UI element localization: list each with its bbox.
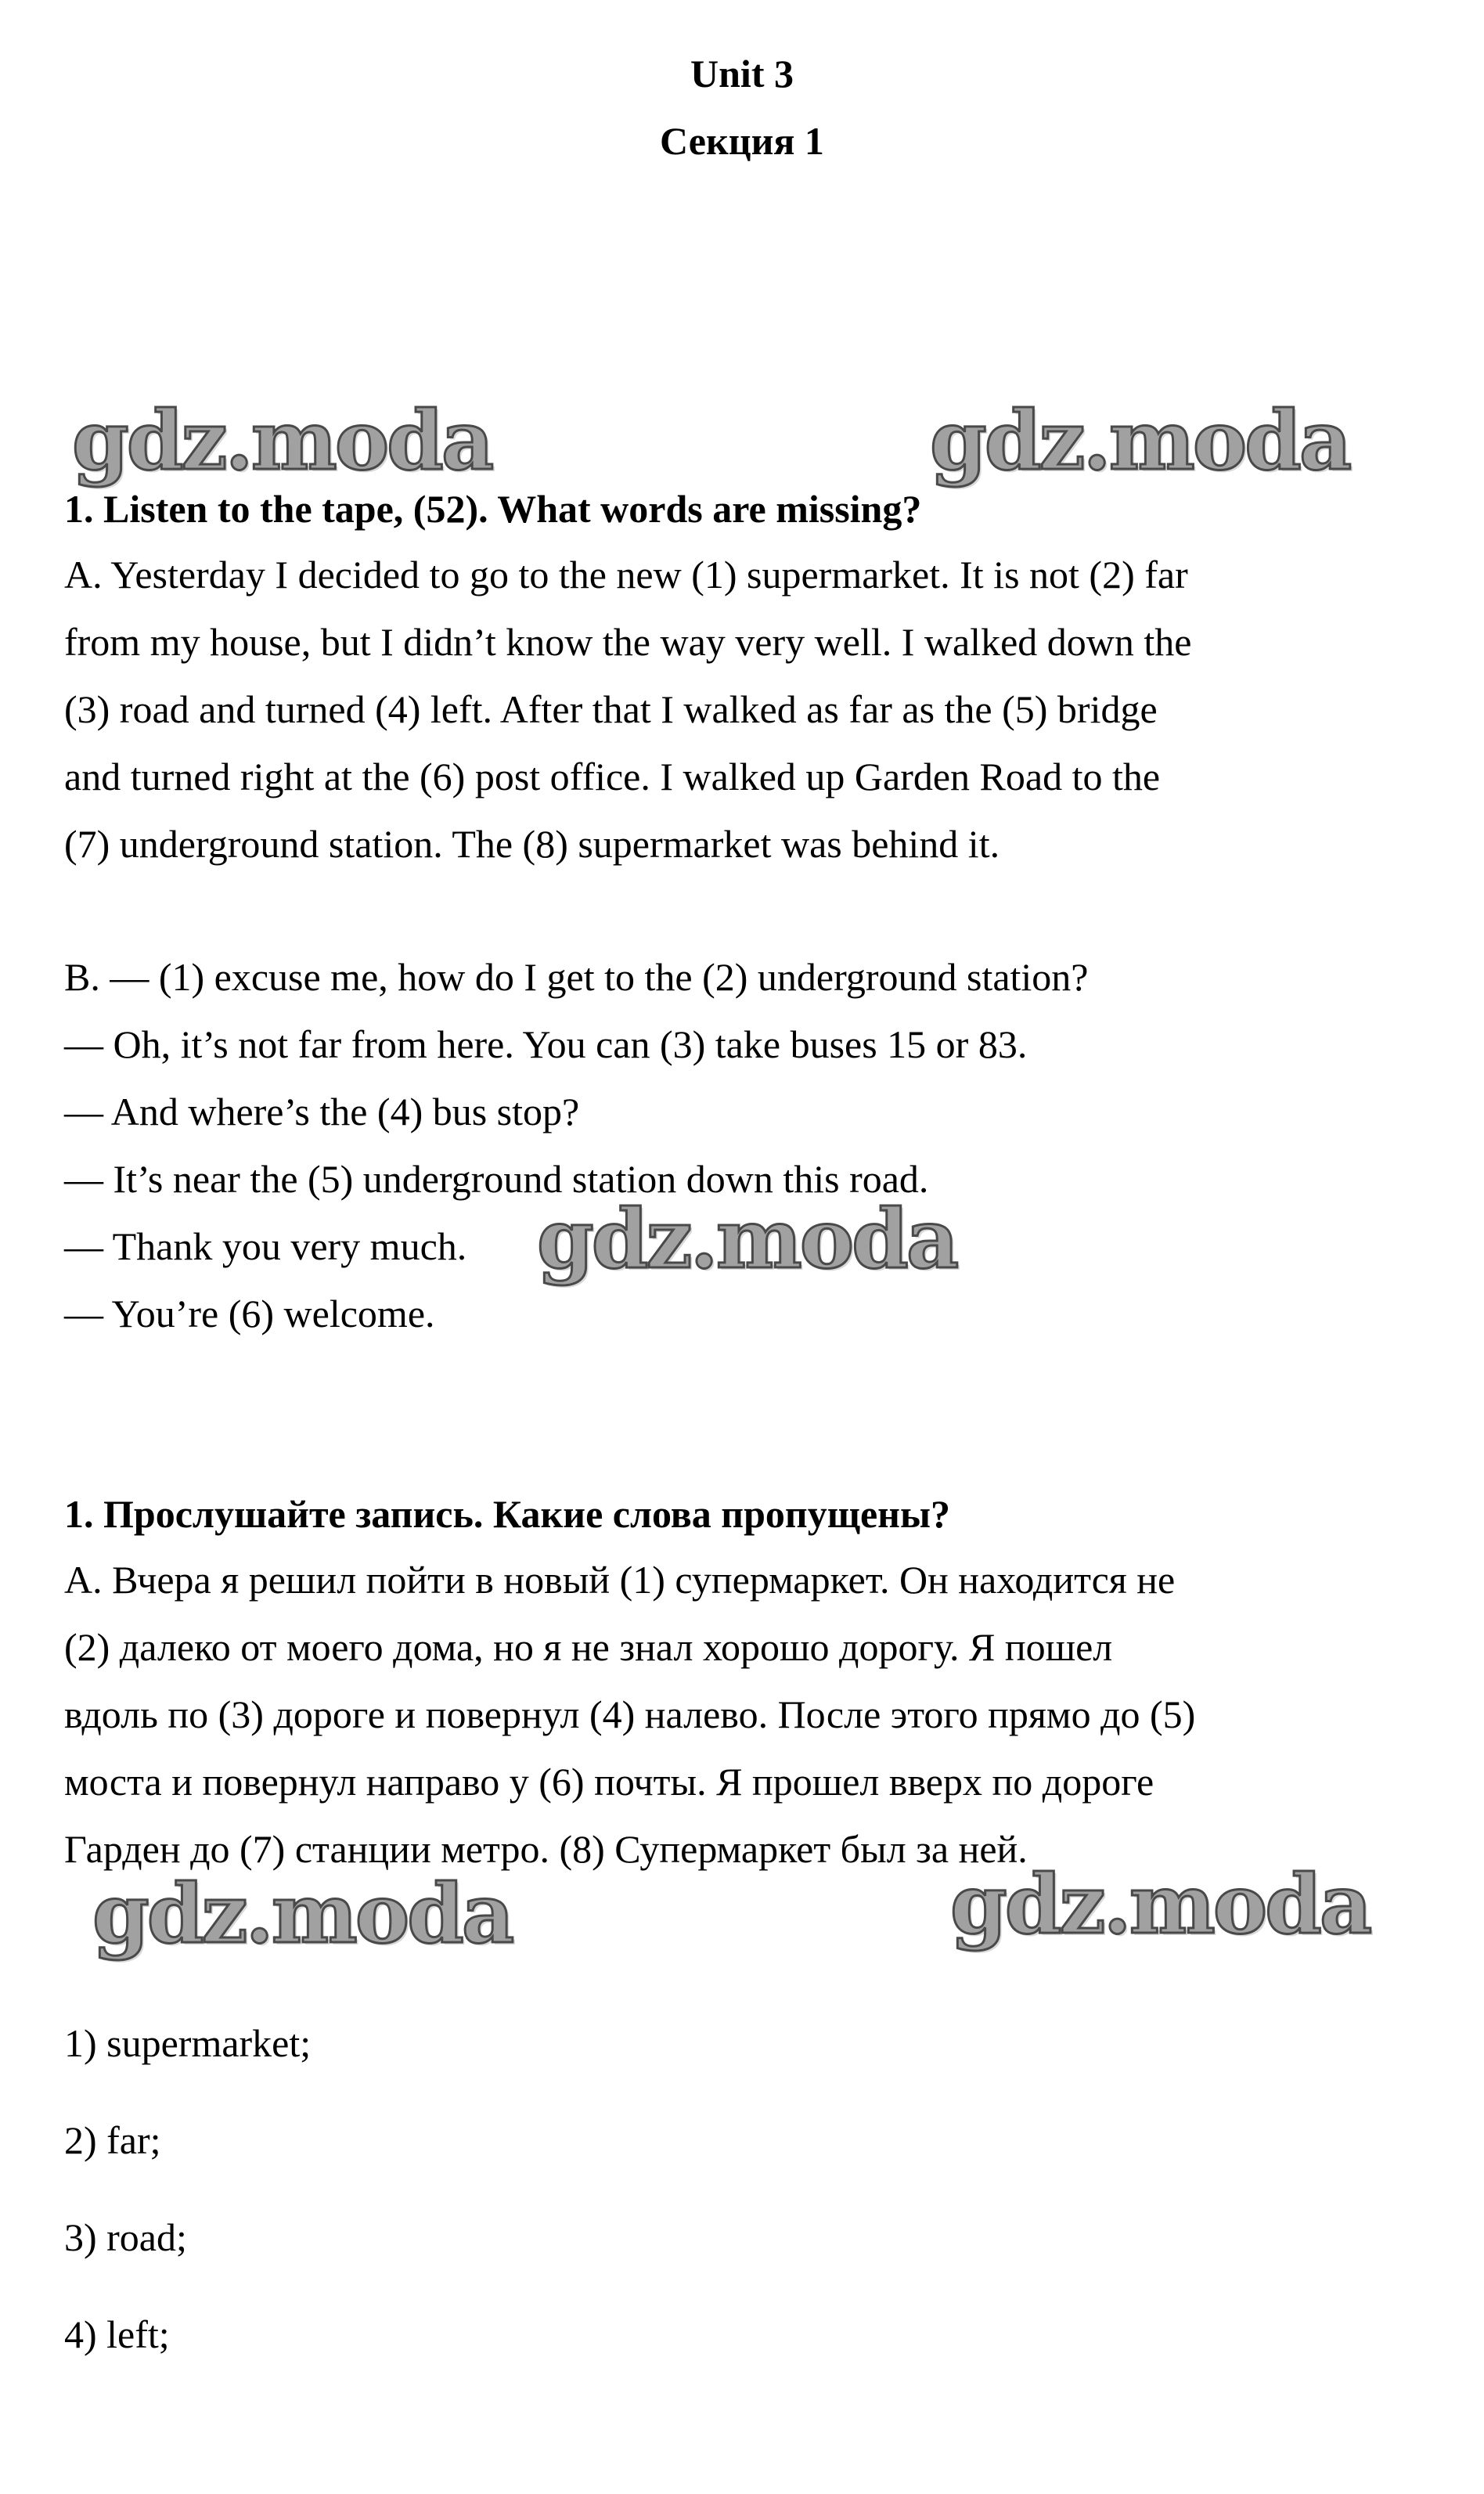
watermark-logo: gdz.moda bbox=[930, 392, 1350, 488]
text-line: моста и повернул направо у (6) почты. Я прошел вверх по дороге bbox=[64, 1760, 1154, 1804]
text-line: (7) underground station. The (8) supermarket was behind it. bbox=[64, 822, 1000, 866]
dialogue-line: — It’s near the (5) underground station down this road. bbox=[64, 1157, 929, 1201]
text-line: A. Yesterday I decided to go to the new (1) supermarket. It is not (2) far bbox=[64, 553, 1188, 596]
dialogue-line: — Thank you very much. bbox=[64, 1224, 467, 1268]
dialogue-line: — You’re (6) welcome. bbox=[64, 1292, 435, 1335]
exercise-heading-russian: 1. Прослушайте запись. Какие слова пропущены? bbox=[64, 1492, 950, 1536]
text-line: Гарден до (7) станции метро. (8) Супермаркет был за ней. bbox=[64, 1827, 1028, 1871]
section-title: Секция 1 bbox=[660, 119, 824, 163]
answer-item: 3) road; bbox=[64, 2215, 187, 2259]
dialogue-line: — Oh, it’s not far from here. You can (3) take buses 15 or 83. bbox=[64, 1022, 1028, 1066]
text-line: (2) далеко от моего дома, но я не знал хорошо дорогу. Я пошел bbox=[64, 1625, 1113, 1669]
dialogue-line: — And where’s the (4) bus stop? bbox=[64, 1090, 580, 1133]
exercise-heading-english: 1. Listen to the tape, (52). What words are missing? bbox=[64, 487, 922, 531]
watermark-logo: gdz.moda bbox=[950, 1856, 1371, 1952]
answer-item: 2) far; bbox=[64, 2118, 161, 2162]
answer-item: 1) supermarket; bbox=[64, 2021, 312, 2065]
watermark-logo: gdz.moda bbox=[537, 1191, 957, 1287]
dialogue-line: B. — (1) excuse me, how do I get to the (2) underground station? bbox=[64, 955, 1089, 999]
answer-item: 4) left; bbox=[64, 2312, 170, 2356]
text-line: from my house, but I didn’t know the way very well. I walked down the bbox=[64, 620, 1192, 664]
text-line: and turned right at the (6) post office. I walked up Garden Road to the bbox=[64, 755, 1161, 798]
watermark-logo: gdz.moda bbox=[92, 1865, 513, 1962]
unit-title: Unit 3 bbox=[690, 52, 794, 96]
text-line: (3) road and turned (4) left. After that I walked as far as the (5) bridge bbox=[64, 687, 1158, 731]
text-line: вдоль по (3) дороге и повернул (4) налево. После этого прямо до (5) bbox=[64, 1692, 1196, 1736]
text-line: А. Вчера я решил пойти в новый (1) супермаркет. Он находится не bbox=[64, 1558, 1176, 1602]
watermark-logo: gdz.moda bbox=[72, 392, 492, 488]
